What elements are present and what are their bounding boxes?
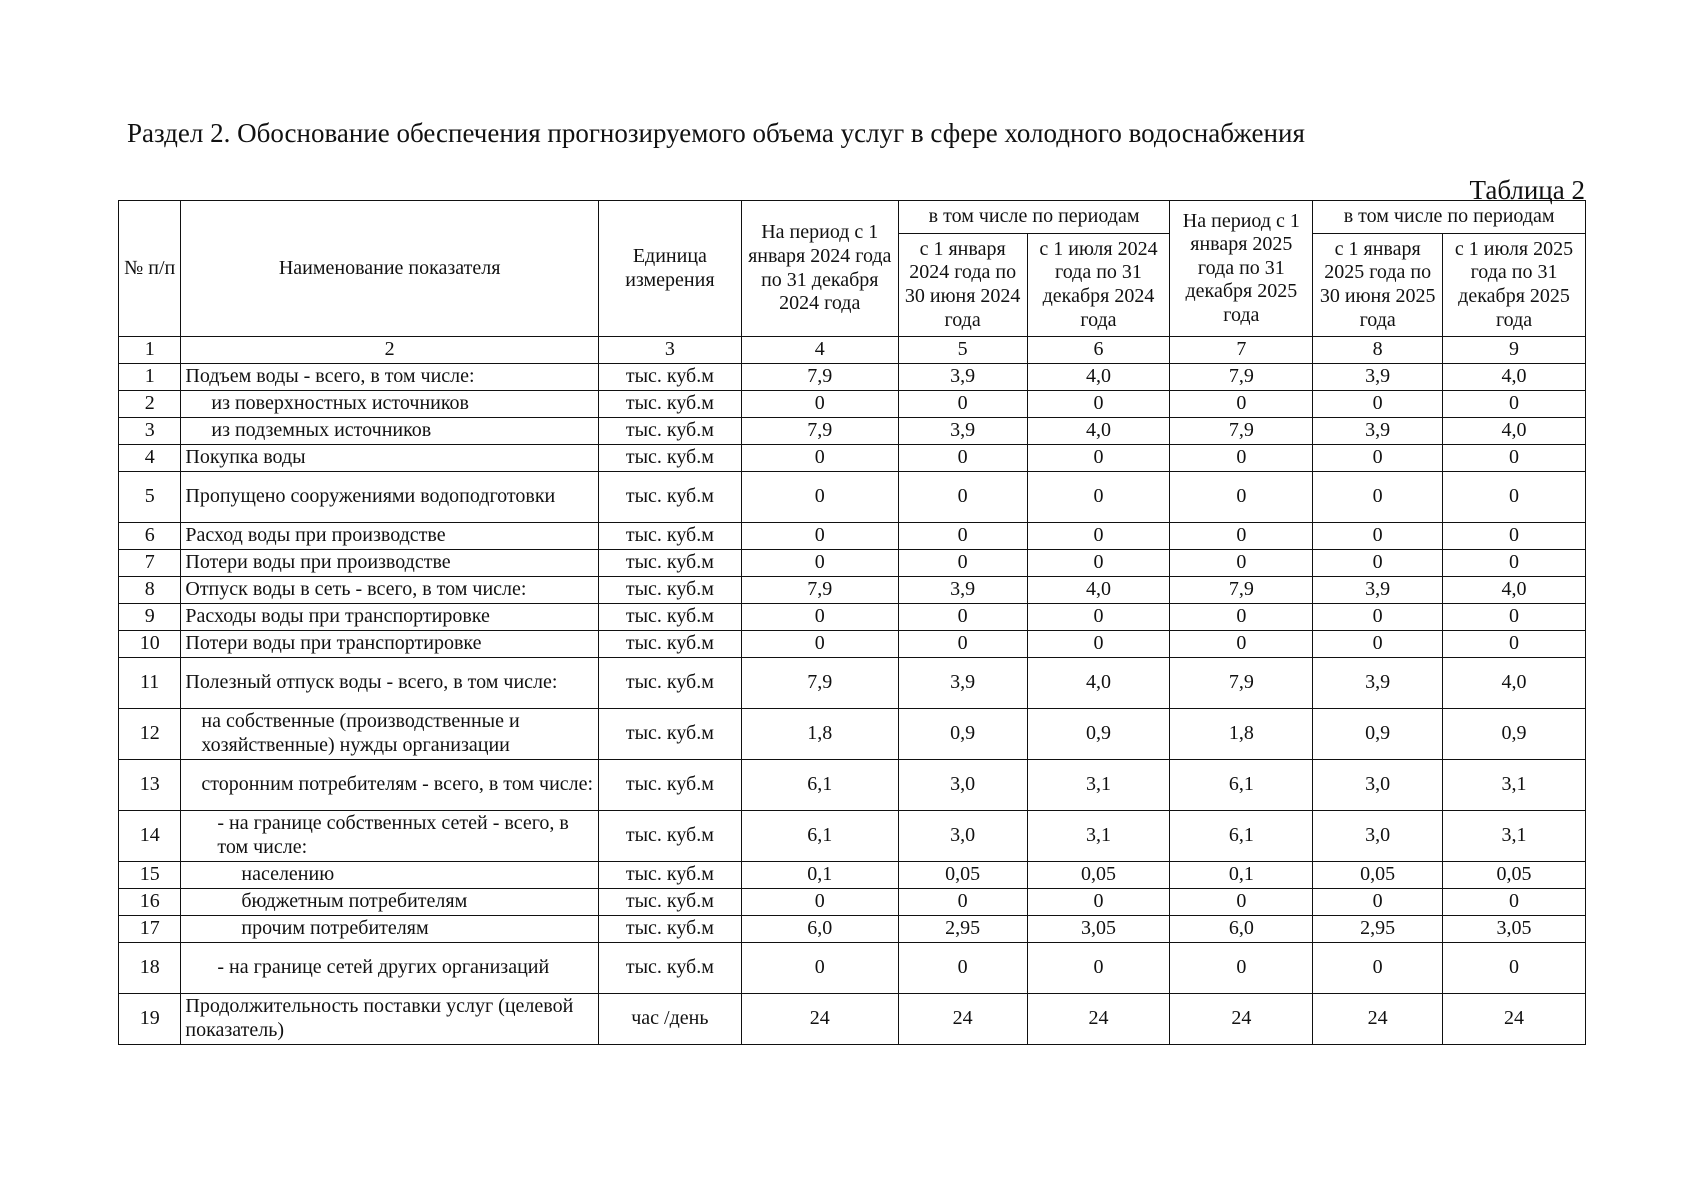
row-value: 0	[1313, 943, 1443, 994]
row-unit: тыс. куб.м	[598, 631, 741, 658]
row-value: 0	[1443, 472, 1586, 523]
row-value: 0	[898, 550, 1027, 577]
row-value: 0,9	[898, 709, 1027, 760]
row-value: 0	[1027, 550, 1170, 577]
row-value: 0	[1170, 472, 1313, 523]
row-number: 16	[119, 889, 181, 916]
header-num: № п/п	[119, 201, 181, 337]
row-value: 3,1	[1443, 811, 1586, 862]
row-value: 0	[1443, 943, 1586, 994]
row-value: 24	[1170, 994, 1313, 1045]
row-value: 0	[1443, 523, 1586, 550]
table-row	[119, 391, 1586, 418]
row-value: 6,0	[741, 916, 898, 943]
row-number: 12	[119, 709, 181, 760]
table-row	[119, 916, 1586, 943]
row-value: 0	[1313, 391, 1443, 418]
row-value: 0	[1443, 445, 1586, 472]
row-value: 0	[1313, 631, 1443, 658]
row-value: 6,0	[1170, 916, 1313, 943]
row-value: 0,05	[1313, 862, 1443, 889]
row-name: Потери воды при производстве	[181, 550, 599, 577]
row-name: Расход воды при производстве	[181, 523, 599, 550]
row-value: 0	[1170, 889, 1313, 916]
row-value: 0	[741, 523, 898, 550]
row-value: 7,9	[1170, 658, 1313, 709]
row-unit: тыс. куб.м	[598, 709, 741, 760]
row-unit: тыс. куб.м	[598, 658, 741, 709]
row-unit: тыс. куб.м	[598, 604, 741, 631]
row-value: 7,9	[1170, 418, 1313, 445]
column-numbers-row	[119, 337, 1586, 364]
row-value: 0,9	[1027, 709, 1170, 760]
header-unit: Единица измерения	[598, 201, 741, 337]
water-supply-table	[118, 200, 1586, 1045]
row-value: 0	[898, 445, 1027, 472]
row-value: 4,0	[1443, 577, 1586, 604]
row-value: 0	[741, 445, 898, 472]
table-row	[119, 445, 1586, 472]
row-number: 15	[119, 862, 181, 889]
table-row	[119, 523, 1586, 550]
row-unit: час /день	[598, 994, 741, 1045]
row-value: 3,1	[1027, 760, 1170, 811]
row-value: 0	[1443, 889, 1586, 916]
row-value: 0	[1443, 391, 1586, 418]
col-number: 2	[181, 337, 599, 364]
row-number: 1	[119, 364, 181, 391]
row-value: 3,05	[1027, 916, 1170, 943]
row-value: 0,05	[898, 862, 1027, 889]
row-value: 0	[1170, 604, 1313, 631]
row-number: 9	[119, 604, 181, 631]
col-number: 3	[598, 337, 741, 364]
row-value: 3,9	[898, 418, 1027, 445]
row-value: 3,9	[898, 658, 1027, 709]
row-value: 0	[741, 943, 898, 994]
row-value: 0	[1027, 604, 1170, 631]
row-value: 1,8	[1170, 709, 1313, 760]
row-value: 0	[741, 889, 898, 916]
row-value: 3,9	[1313, 418, 1443, 445]
row-value: 3,0	[898, 811, 1027, 862]
row-value: 0,1	[1170, 862, 1313, 889]
row-value: 0	[898, 631, 1027, 658]
row-number: 11	[119, 658, 181, 709]
row-value: 2,95	[898, 916, 1027, 943]
table-row	[119, 550, 1586, 577]
row-value: 7,9	[741, 658, 898, 709]
row-value: 0	[898, 604, 1027, 631]
row-value: 0	[1027, 391, 1170, 418]
row-number: 13	[119, 760, 181, 811]
row-number: 7	[119, 550, 181, 577]
row-name: Отпуск воды в сеть - всего, в том числе:	[181, 577, 599, 604]
table-row	[119, 889, 1586, 916]
row-value: 4,0	[1027, 658, 1170, 709]
row-value: 0	[741, 604, 898, 631]
row-name: прочим потребителям	[181, 916, 599, 943]
row-value: 4,0	[1027, 364, 1170, 391]
row-value: 0	[1027, 445, 1170, 472]
row-value: 6,1	[741, 811, 898, 862]
row-value: 0	[1170, 445, 1313, 472]
row-value: 6,1	[1170, 811, 1313, 862]
row-value: 3,0	[898, 760, 1027, 811]
header-h1-2024: с 1 января 2024 года по 30 июня 2024 года	[898, 234, 1027, 337]
row-value: 0	[1170, 631, 1313, 658]
table-row	[119, 760, 1586, 811]
row-value: 0	[1027, 472, 1170, 523]
header-h2-2025: с 1 июля 2025 года по 31 декабря 2025 года	[1443, 234, 1586, 337]
header-period-2025: На период с 1 января 2025 года по 31 декабря 2025 года	[1170, 201, 1313, 337]
row-value: 7,9	[1170, 577, 1313, 604]
header-incl-2025: в том числе по периодам	[1313, 201, 1586, 234]
col-number: 9	[1443, 337, 1586, 364]
row-value: 4,0	[1443, 364, 1586, 391]
table-row	[119, 364, 1586, 391]
table-row	[119, 709, 1586, 760]
row-value: 3,1	[1027, 811, 1170, 862]
row-value: 2,95	[1313, 916, 1443, 943]
row-name: - на границе собственных сетей - всего, в том числе:	[181, 811, 599, 862]
row-value: 0	[898, 391, 1027, 418]
row-unit: тыс. куб.м	[598, 550, 741, 577]
header-h2-2024: с 1 июля 2024 года по 31 декабря 2024 года	[1027, 234, 1170, 337]
row-unit: тыс. куб.м	[598, 472, 741, 523]
row-unit: тыс. куб.м	[598, 364, 741, 391]
row-value: 0	[1027, 631, 1170, 658]
table-row	[119, 943, 1586, 994]
row-value: 0	[1027, 523, 1170, 550]
table-label: Таблица 2	[1469, 175, 1585, 205]
row-unit: тыс. куб.м	[598, 577, 741, 604]
table-row	[119, 577, 1586, 604]
row-value: 0,9	[1443, 709, 1586, 760]
row-number: 19	[119, 994, 181, 1045]
header-h1-2025: с 1 января 2025 года по 30 июня 2025 года	[1313, 234, 1443, 337]
table-row	[119, 472, 1586, 523]
row-value: 0	[1027, 889, 1170, 916]
row-unit: тыс. куб.м	[598, 523, 741, 550]
row-unit: тыс. куб.м	[598, 418, 741, 445]
row-value: 0,1	[741, 862, 898, 889]
row-value: 0	[1443, 631, 1586, 658]
row-number: 14	[119, 811, 181, 862]
row-value: 6,1	[741, 760, 898, 811]
row-value: 3,9	[1313, 658, 1443, 709]
row-value: 7,9	[741, 364, 898, 391]
row-value: 1,8	[741, 709, 898, 760]
row-value: 0,05	[1027, 862, 1170, 889]
row-value: 0,05	[1443, 862, 1586, 889]
row-unit: тыс. куб.м	[598, 811, 741, 862]
row-name: Пропущено сооружениями водоподготовки	[181, 472, 599, 523]
table-row	[119, 604, 1586, 631]
row-value: 0	[898, 889, 1027, 916]
col-number: 1	[119, 337, 181, 364]
row-unit: тыс. куб.м	[598, 760, 741, 811]
row-value: 24	[898, 994, 1027, 1045]
row-value: 0	[741, 472, 898, 523]
row-value: 24	[1313, 994, 1443, 1045]
table-row	[119, 418, 1586, 445]
row-value: 0	[1170, 550, 1313, 577]
header-name: Наименование показателя	[181, 201, 599, 337]
row-number: 18	[119, 943, 181, 994]
row-value: 0	[1313, 550, 1443, 577]
row-name: Продолжительность поставки услуг (целевой показатель)	[181, 994, 599, 1045]
row-value: 0	[1170, 943, 1313, 994]
col-number: 8	[1313, 337, 1443, 364]
row-unit: тыс. куб.м	[598, 862, 741, 889]
row-value: 3,05	[1443, 916, 1586, 943]
row-unit: тыс. куб.м	[598, 889, 741, 916]
row-unit: тыс. куб.м	[598, 445, 741, 472]
table-row	[119, 658, 1586, 709]
row-name: Подъем воды - всего, в том числе:	[181, 364, 599, 391]
row-value: 0	[1313, 523, 1443, 550]
row-value: 6,1	[1170, 760, 1313, 811]
row-name: населению	[181, 862, 599, 889]
table-row	[119, 631, 1586, 658]
row-name: Покупка воды	[181, 445, 599, 472]
col-number: 4	[741, 337, 898, 364]
row-unit: тыс. куб.м	[598, 943, 741, 994]
section-heading: Раздел 2. Обоснование обеспечения прогнозируемого объема услуг в сфере холодного водоснабжения	[127, 118, 1305, 148]
row-value: 3,0	[1313, 760, 1443, 811]
row-value: 3,9	[1313, 577, 1443, 604]
row-number: 4	[119, 445, 181, 472]
col-number: 6	[1027, 337, 1170, 364]
table-row	[119, 811, 1586, 862]
row-value: 0	[1313, 472, 1443, 523]
table-row	[119, 862, 1586, 889]
row-number: 8	[119, 577, 181, 604]
row-unit: тыс. куб.м	[598, 391, 741, 418]
row-value: 3,1	[1443, 760, 1586, 811]
row-value: 0	[1170, 391, 1313, 418]
row-number: 6	[119, 523, 181, 550]
row-value: 0	[1443, 604, 1586, 631]
col-number: 5	[898, 337, 1027, 364]
row-value: 0	[1313, 604, 1443, 631]
row-name: из подземных источников	[181, 418, 599, 445]
header-period-2024: На период с 1 января 2024 года по 31 декабря 2024 года	[741, 201, 898, 337]
row-name: Полезный отпуск воды - всего, в том числе:	[181, 658, 599, 709]
table-row	[119, 994, 1586, 1045]
row-value: 0	[898, 943, 1027, 994]
row-value: 3,9	[1313, 364, 1443, 391]
row-name: Потери воды при транспортировке	[181, 631, 599, 658]
row-value: 0	[741, 550, 898, 577]
row-value: 0	[1443, 550, 1586, 577]
row-value: 0,9	[1313, 709, 1443, 760]
row-value: 7,9	[1170, 364, 1313, 391]
row-number: 17	[119, 916, 181, 943]
row-value: 3,9	[898, 577, 1027, 604]
row-value: 0	[898, 523, 1027, 550]
row-value: 7,9	[741, 418, 898, 445]
row-value: 0	[1313, 445, 1443, 472]
col-number: 7	[1170, 337, 1313, 364]
row-number: 3	[119, 418, 181, 445]
row-name: бюджетным потребителям	[181, 889, 599, 916]
row-value: 24	[741, 994, 898, 1045]
header-incl-2024: в том числе по периодам	[898, 201, 1170, 234]
row-value: 24	[1027, 994, 1170, 1045]
row-number: 5	[119, 472, 181, 523]
row-value: 0	[1313, 889, 1443, 916]
row-value: 0	[1027, 943, 1170, 994]
row-name: на собственные (производственные и хозяйственные) нужды организации	[181, 709, 599, 760]
row-name: - на границе сетей других организаций	[181, 943, 599, 994]
row-value: 0	[741, 631, 898, 658]
row-value: 7,9	[741, 577, 898, 604]
row-name: Расходы воды при транспортировке	[181, 604, 599, 631]
row-value: 4,0	[1443, 418, 1586, 445]
row-value: 24	[1443, 994, 1586, 1045]
row-value: 3,0	[1313, 811, 1443, 862]
row-number: 2	[119, 391, 181, 418]
row-name: из поверхностных источников	[181, 391, 599, 418]
row-value: 3,9	[898, 364, 1027, 391]
row-value: 4,0	[1027, 577, 1170, 604]
row-unit: тыс. куб.м	[598, 916, 741, 943]
row-number: 10	[119, 631, 181, 658]
row-value: 0	[741, 391, 898, 418]
row-value: 4,0	[1443, 658, 1586, 709]
row-value: 0	[898, 472, 1027, 523]
row-value: 0	[1170, 523, 1313, 550]
row-name: сторонним потребителям - всего, в том числе:	[181, 760, 599, 811]
row-value: 4,0	[1027, 418, 1170, 445]
